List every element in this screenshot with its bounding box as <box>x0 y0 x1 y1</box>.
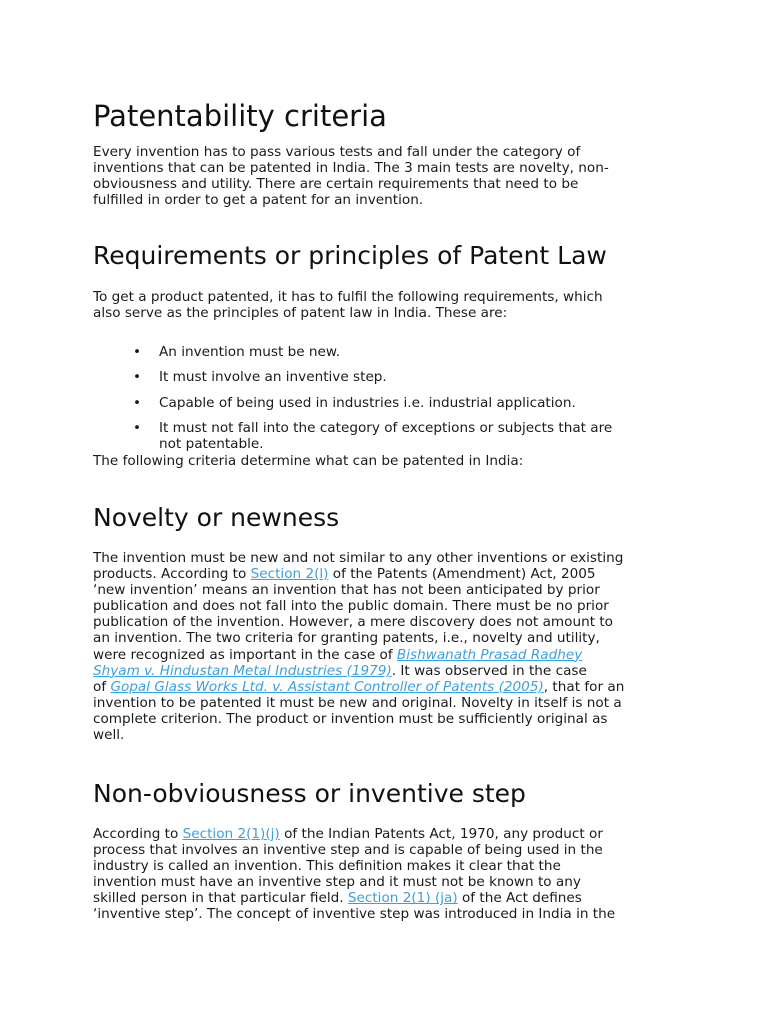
requirements-after <box>93 453 683 469</box>
case-bishwanath-link[interactable]: Bishwanath Prasad Radhey <box>396 646 583 663</box>
intro-line: fulfilled in order to get a patent for an invention. <box>93 192 424 209</box>
paragraph-line: ‘inventive step’. The concept of inventive step was introduced in India in the <box>93 906 616 923</box>
paragraph-line <box>93 826 683 842</box>
nonobvious-heading: Non-obviousness or inventive step <box>93 779 526 808</box>
section-21ja-link[interactable]: Section 2(1) (ja) <box>347 890 458 907</box>
intro-line: inventions that can be patented in India. The 3 main tests are novelty, non- <box>93 160 609 177</box>
requirements-list <box>133 344 612 462</box>
text-run: of the Patents (Amendment) Act, 2005 <box>328 566 596 583</box>
section-2l-link[interactable]: Section 2(l) <box>250 566 329 583</box>
paragraph-line <box>93 566 683 582</box>
paragraph-line: The invention must be new and not similar to any other inventions or existing <box>93 550 624 566</box>
intro-line: obviousness and utility. There are certain requirements that need to be <box>93 176 579 193</box>
list-item <box>133 344 612 360</box>
text-run: According to <box>93 826 183 842</box>
list-item-text: It must involve an inventive step. <box>159 369 387 386</box>
bullet-icon: • <box>133 344 142 360</box>
text-run: products. According to <box>93 566 251 583</box>
text-run: of <box>93 678 111 695</box>
paragraph-line <box>93 890 683 906</box>
novelty-heading: Novelty or newness <box>93 503 340 532</box>
bullet-icon: • <box>133 420 142 437</box>
list-item-text: It must not fall into the category of exceptions or subjects that are <box>159 420 613 437</box>
paragraph-line: invention to be patented it must be new and original. Novelty in itself is not a <box>93 694 622 711</box>
requirements-lead-line: also serve as the principles of patent law in India. These are: <box>93 305 508 322</box>
text-run: skilled person in that particular field. <box>93 890 348 907</box>
list-item <box>133 395 612 411</box>
novelty-paragraph <box>93 550 683 743</box>
intro-line: Every invention has to pass various tests and fall under the category of <box>93 144 581 160</box>
text-run: , that for an <box>543 678 625 695</box>
paragraph-line <box>93 663 683 679</box>
list-item-text: An invention must be new. <box>159 344 341 360</box>
requirements-heading: Requirements or principles of Patent Law <box>93 241 607 270</box>
list-item <box>133 420 612 452</box>
paragraph-line <box>93 679 683 695</box>
text-run: of the Act defines <box>457 890 582 907</box>
case-gopal-glass-link[interactable]: Gopal Glass Works Ltd. v. Assistant Controller of Patents (2005) <box>110 678 544 695</box>
paragraph-line: well. <box>93 727 125 744</box>
paragraph-line: publication and does not fall into the public domain. There must be no prior <box>93 598 609 615</box>
bullet-icon: • <box>133 394 142 411</box>
list-item-text: not patentable. <box>159 436 264 453</box>
requirements-lead-line: To get a product patented, it has to fulfil the following requirements, which <box>93 289 603 305</box>
paragraph-line: complete criterion. The product or invention must be sufficiently original as <box>93 710 608 727</box>
requirements-after-line: The following criteria determine what can be patented in India: <box>93 453 524 469</box>
bullet-icon: • <box>133 369 142 386</box>
page-title: Patentability criteria <box>93 99 387 133</box>
paragraph-line: ‘new invention’ means an invention that has not been anticipated by prior <box>93 582 600 599</box>
paragraph-line: process that involves an inventive step and is capable of being used in the <box>93 842 603 859</box>
list-item-text: Capable of being used in industries i.e. industrial application. <box>159 394 576 411</box>
paragraph-line: an invention. The two criteria for granting patents, i.e., novelty and utility, <box>93 630 600 647</box>
paragraph-line <box>93 647 683 663</box>
case-bishwanath-link-cont[interactable]: Shyam v. Hindustan Metal Industries (1979) <box>93 662 392 679</box>
intro-paragraph <box>93 144 683 208</box>
requirements-lead <box>93 289 683 321</box>
paragraph-line: publication of the invention. However, a mere discovery does not amount to <box>93 614 613 631</box>
text-run: of the Indian Patents Act, 1970, any product or <box>279 826 603 842</box>
text-run: were recognized as important in the case of <box>93 646 397 663</box>
nonobvious-paragraph <box>93 826 683 923</box>
list-item <box>133 369 612 385</box>
paragraph-line: invention must have an inventive step and it must not be known to any <box>93 874 581 891</box>
text-run: . It was observed in the case <box>391 662 587 679</box>
section-21j-link[interactable]: Section 2(1)(j) <box>182 826 280 842</box>
paragraph-line: industry is called an invention. This definition makes it clear that the <box>93 858 561 875</box>
